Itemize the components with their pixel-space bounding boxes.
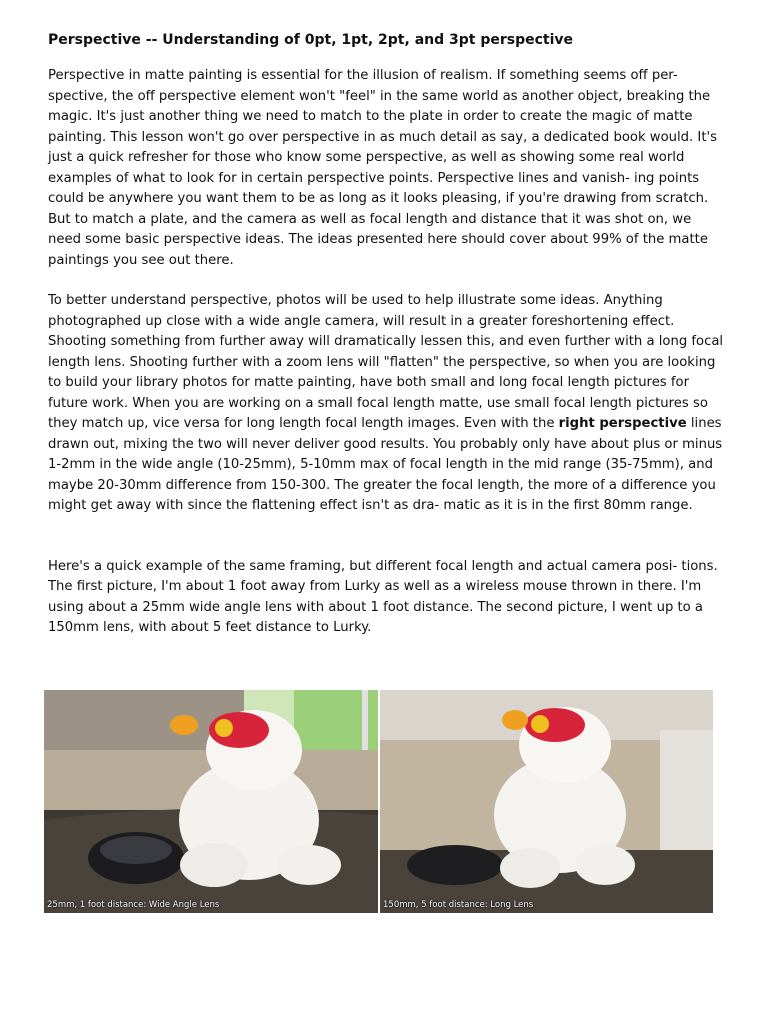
page-title: Perspective -- Understanding of 0pt, 1pt, 2pt, and 3pt perspective	[48, 32, 574, 48]
long-lens-photo-illustration	[380, 690, 713, 913]
paragraph-focal-length	[48, 291, 728, 517]
photo-long-lens-caption: 150mm, 5 foot distance: Long Lens	[383, 900, 534, 910]
photo-long-lens	[380, 690, 713, 913]
bold-right-perspective: right perspective	[558, 416, 687, 431]
paragraph-example: Here's a quick example of the same framing, but different focal length and actual camera posi- tions. The first picture, I'm about 1 foot away from Lurky as well as a wireless mouse thrown in there. I'm using about a 25mm wide angle lens with about 1 foot distance. The second picture, I went up to a 150mm lens, with about 5 feet distance to Lurky.	[48, 558, 718, 635]
paragraph-focal-length-text-2: lines drawn out, mixing the two will never deliver good results. You probably only have about plus or minus 1-2mm in the wide angle (10-25mm), 5-10mm max of focal length in the mid range (35-75mm), and maybe 20-30mm difference from 150-300. The greater the focal length, the more of a difference you might get away with since the flattening effect isn't as dra- matic as it is in the first 80mm range.	[48, 416, 723, 513]
wide-angle-photo-illustration	[44, 690, 378, 913]
photo-comparison	[44, 690, 713, 913]
document-body	[48, 30, 728, 659]
photo-wide-angle	[44, 690, 378, 913]
paragraph-focal-length-text-1: To better understand perspective, photos will be used to help illustrate some ideas. Anything photographed up close with a wide angle camera, will result in a greater foreshortening effect. Shooting something from further away will dramatically lessen this, and even further with a long focal length lens. Shooting further with a zoom lens will "flatten" the perspective, so when you are looking to build your library photos for matte painting, have both small and long focal length pictures for future work. When you are working on a small focal length matte, use small focal length pictures so they match up, vice versa for long length focal length images. Even with the	[48, 293, 724, 431]
photo-wide-angle-caption: 25mm, 1 foot distance: Wide Angle Lens	[47, 900, 220, 910]
paragraph-intro: Perspective in matte painting is essential for the illusion of realism. If something seems off per- spective, the off perspective element won't "feel" in the same world as another object, breaking the magic. It's just another thing we need to match to the plate in order to create the magic of matte painting. This lesson won't go over perspective in as much detail as say, a dedicated book would. It's just a quick refresher for those who know some perspective, as well as showing some real world examples of what to look for in certain perspective points. Perspective lines and vanish- ing points could be anywhere you want them to be as long as it looks pleasing, if you're drawing from scratch. But to match a plate, and the camera as well as focal length and distance that it was shot on, we need some basic perspective ideas. The ideas presented here should cover about 99% of the matte paintings you see out there.	[48, 68, 717, 268]
